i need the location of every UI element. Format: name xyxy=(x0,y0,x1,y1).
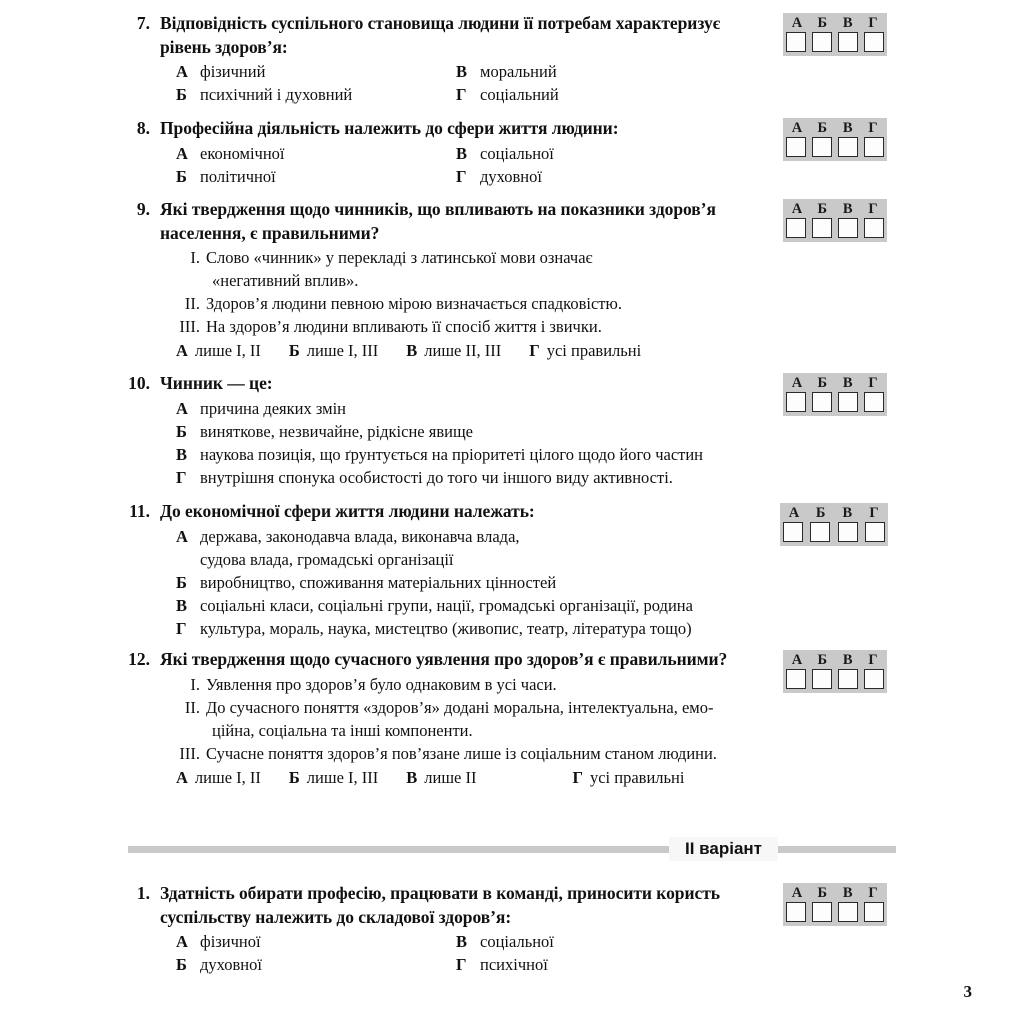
answer-letter-v: В xyxy=(842,15,853,31)
question-stem: До економічної сфери життя людини належать: xyxy=(160,501,535,521)
option-text: виробництво, споживання матеріальних цінностей xyxy=(200,572,557,592)
option-text: усі правильні xyxy=(589,767,685,787)
options-list xyxy=(160,930,902,976)
answer-checkbox-g[interactable] xyxy=(864,32,884,52)
question-number: 9. xyxy=(136,199,150,219)
answer-checkbox-b[interactable] xyxy=(812,669,832,689)
answer-grid-12[interactable] xyxy=(783,650,887,693)
option-v[interactable] xyxy=(440,930,902,953)
option-text: причина деяких змін xyxy=(200,398,346,418)
options-list xyxy=(160,60,902,106)
option-letter: В xyxy=(406,341,418,360)
answer-grid-8[interactable] xyxy=(783,118,887,161)
option-letter: А xyxy=(176,398,188,418)
option-text: соціальної xyxy=(480,143,554,163)
statement-text: На здоров’я людини впливають її спосіб життя і звички. xyxy=(206,317,602,336)
answer-grid-cells xyxy=(786,669,884,689)
option-b[interactable] xyxy=(289,766,378,789)
option-text: духовної xyxy=(480,166,542,186)
answer-grid-header xyxy=(786,375,884,391)
statement-i xyxy=(160,246,902,269)
divider-bar-left xyxy=(128,846,669,853)
question-stem: Відповідність суспільного становища людини її потребам характеризує рівень здоров’я: xyxy=(160,13,721,57)
question-stem: Чинник — це: xyxy=(160,373,273,393)
option-v[interactable] xyxy=(440,60,902,83)
statement-iii xyxy=(160,315,902,338)
answer-letter-a: А xyxy=(791,375,803,391)
option-b[interactable] xyxy=(160,571,902,594)
answer-checkbox-v[interactable] xyxy=(838,32,858,52)
answer-checkbox-a[interactable] xyxy=(786,218,806,238)
answer-letter-b: Б xyxy=(817,201,828,217)
answer-letter-b: Б xyxy=(817,120,828,136)
option-text: духовної xyxy=(200,955,262,974)
answer-grid-header xyxy=(786,201,884,217)
option-b[interactable] xyxy=(160,83,440,106)
answer-letter-g: Г xyxy=(868,652,878,668)
page-number: 3 xyxy=(963,982,972,1001)
answer-checkbox-b[interactable] xyxy=(812,218,832,238)
answer-grid-cells xyxy=(783,522,885,542)
option-a[interactable] xyxy=(160,60,440,83)
option-b[interactable] xyxy=(160,165,440,188)
variant-label: II варіант xyxy=(669,837,778,861)
option-text: лише I, III xyxy=(306,341,379,360)
answer-letter-v: В xyxy=(842,652,853,668)
option-letter: А xyxy=(176,341,188,360)
option-letter: А xyxy=(176,932,188,951)
answer-letter-b: Б xyxy=(815,505,826,521)
option-text: політичної xyxy=(200,166,276,186)
option-g[interactable] xyxy=(160,617,902,640)
option-letter: Б xyxy=(176,166,187,186)
answer-letter-g: Г xyxy=(868,201,878,217)
option-b[interactable] xyxy=(160,420,902,443)
answer-letter-v: В xyxy=(842,885,853,901)
answer-checkbox-v[interactable] xyxy=(838,137,858,157)
option-letter: А xyxy=(176,767,188,787)
answer-letter-v: В xyxy=(842,120,853,136)
statement-ii xyxy=(160,292,902,315)
answer-grid-header xyxy=(786,15,884,31)
option-g[interactable] xyxy=(440,165,902,188)
option-g[interactable] xyxy=(440,953,902,976)
answer-letter-v: В xyxy=(842,375,853,391)
statement-number: II. xyxy=(184,697,200,717)
option-letter: В xyxy=(176,595,188,615)
question-number: 11. xyxy=(129,501,150,521)
answer-grid-1[interactable] xyxy=(783,883,887,926)
option-text: лише II, III xyxy=(424,341,502,360)
answer-checkbox-a[interactable] xyxy=(786,32,806,52)
answer-letter-g: Г xyxy=(868,375,878,391)
statement-text: Слово «чинник» у перекладі з латинської мови означає xyxy=(206,248,593,267)
answer-checkbox-b[interactable] xyxy=(812,392,832,412)
variant-divider xyxy=(128,836,896,862)
answer-letter-a: А xyxy=(791,15,803,31)
option-letter: Б xyxy=(176,955,187,974)
option-a[interactable] xyxy=(160,930,440,953)
option-text: лише I, II xyxy=(194,341,261,360)
statement-iii xyxy=(160,742,902,765)
answer-grid-cells xyxy=(786,902,884,922)
answer-grid-10[interactable] xyxy=(783,373,887,416)
option-text: психічної xyxy=(480,955,548,974)
question-stem: Професійна діяльність належить до сфери життя людини: xyxy=(160,118,619,138)
answer-checkbox-b[interactable] xyxy=(810,522,830,542)
option-g[interactable] xyxy=(440,83,902,106)
answer-checkbox-a[interactable] xyxy=(786,669,806,689)
answer-grid-cells xyxy=(786,137,884,157)
option-a[interactable] xyxy=(176,766,261,789)
option-letter: А xyxy=(176,143,188,163)
statement-i-continuation: «негативний вплив». xyxy=(212,271,359,290)
answer-letter-g: Г xyxy=(868,15,878,31)
option-a[interactable] xyxy=(160,142,440,165)
answer-checkbox-a[interactable] xyxy=(786,137,806,157)
option-letter: Г xyxy=(176,618,187,638)
question-number: 8. xyxy=(136,118,150,138)
answer-letter-b: Б xyxy=(817,885,828,901)
answer-checkbox-v[interactable] xyxy=(838,669,858,689)
answer-checkbox-g[interactable] xyxy=(864,218,884,238)
answer-checkbox-a[interactable] xyxy=(786,902,806,922)
question-stem: Здатність обирати професію, працювати в команді, приносити користь суспільству належить до складової здоров’я: xyxy=(160,883,720,927)
answer-checkbox-g[interactable] xyxy=(864,392,884,412)
answer-letter-b: Б xyxy=(817,652,828,668)
answer-letter-a: А xyxy=(791,652,803,668)
answer-grid-header xyxy=(786,885,884,901)
question-stem: Які твердження щодо чинників, що впливають на показники здоров’я населення, є правильними? xyxy=(160,199,716,243)
option-text: виняткове, незвичайне, рідкісне явище xyxy=(200,421,473,441)
answer-letter-g: Г xyxy=(868,885,878,901)
option-letter: Г xyxy=(572,767,583,787)
option-v[interactable] xyxy=(406,339,501,362)
answer-letter-a: А xyxy=(791,885,803,901)
options-list xyxy=(160,766,902,789)
statement-number: III. xyxy=(179,317,200,336)
option-letter: Б xyxy=(176,421,187,441)
answer-grid-9[interactable] xyxy=(783,199,887,242)
option-letter: В xyxy=(456,62,468,81)
answer-grid-cells xyxy=(786,218,884,238)
statement-text: Здоров’я людини певною мірою визначається спадковістю. xyxy=(206,294,622,313)
answer-grid-header xyxy=(786,652,884,668)
statement-number: II. xyxy=(184,294,200,313)
statement-number: I. xyxy=(190,674,200,694)
answer-letter-b: Б xyxy=(817,15,828,31)
answer-checkbox-v[interactable] xyxy=(838,902,858,922)
option-text: держава, законодавча влада, виконавча влада, xyxy=(200,526,520,546)
option-a-continuation: судова влада, громадські організації xyxy=(200,549,454,569)
option-a[interactable] xyxy=(176,339,261,362)
option-letter: Г xyxy=(456,955,467,974)
option-b[interactable] xyxy=(160,953,440,976)
answer-checkbox-g[interactable] xyxy=(864,669,884,689)
answer-grid-header xyxy=(786,120,884,136)
option-b[interactable] xyxy=(289,339,378,362)
option-text: усі правильні xyxy=(546,341,642,360)
answer-checkbox-a[interactable] xyxy=(783,522,803,542)
statement-ii xyxy=(160,696,902,719)
answer-letter-a: А xyxy=(791,120,803,136)
answer-checkbox-g[interactable] xyxy=(864,137,884,157)
statements-list xyxy=(160,246,902,338)
answer-grid-header xyxy=(783,505,885,521)
answer-checkbox-b[interactable] xyxy=(812,137,832,157)
answer-grid-cells xyxy=(786,32,884,52)
question-number: 12. xyxy=(128,649,150,669)
option-text: лише I, III xyxy=(306,767,379,787)
option-text: соціальні класи, соціальні групи, нації, громадські організації, родина xyxy=(200,595,693,615)
statement-number: III. xyxy=(179,743,200,763)
option-text: фізичний xyxy=(200,62,266,81)
option-text: внутрішня спонука особистості до того чи іншого виду активності. xyxy=(200,467,673,487)
answer-letter-g: Г xyxy=(869,505,879,521)
question-stem: Які твердження щодо сучасного уявлення про здоров’я є правильними? xyxy=(160,649,728,669)
answer-checkbox-g[interactable] xyxy=(865,522,885,542)
option-letter: Г xyxy=(456,85,467,104)
answer-checkbox-v[interactable] xyxy=(838,392,858,412)
divider-bar-right xyxy=(778,846,896,853)
option-text: психічний і духовний xyxy=(200,85,353,104)
statement-text: Сучасне поняття здоров’я пов’язане лише із соціальним станом людини. xyxy=(206,743,717,763)
option-letter: Б xyxy=(176,85,187,104)
option-letter: А xyxy=(176,526,188,546)
question-number: 7. xyxy=(136,13,150,33)
option-letter: Г xyxy=(176,467,187,487)
option-text: економічної xyxy=(200,143,285,163)
option-letter: А xyxy=(176,62,188,81)
options-list xyxy=(160,339,902,362)
option-text: наукова позиція, що ґрунтується на пріоритеті цілого щодо його частин xyxy=(200,444,704,464)
option-text: соціальної xyxy=(480,932,554,951)
statement-text: До сучасного поняття «здоров’я» додані моральна, інтелектуальна, емо- xyxy=(206,697,714,717)
option-v[interactable] xyxy=(160,594,902,617)
option-letter: Б xyxy=(288,341,300,360)
answer-letter-v: В xyxy=(842,201,853,217)
answer-checkbox-a[interactable] xyxy=(786,392,806,412)
answer-checkbox-g[interactable] xyxy=(864,902,884,922)
answer-checkbox-v[interactable] xyxy=(838,522,858,542)
answer-letter-v: В xyxy=(842,505,853,521)
option-letter: В xyxy=(456,143,468,163)
answer-checkbox-b[interactable] xyxy=(812,32,832,52)
statement-ii-continuation: ційна, соціальна та інші компоненти. xyxy=(212,720,473,740)
statement-number: I. xyxy=(190,248,200,267)
option-text: культура, мораль, наука, мистецтво (живопис, театр, література тощо) xyxy=(200,618,692,638)
question-number: 1. xyxy=(136,883,150,903)
option-g[interactable] xyxy=(572,766,684,789)
answer-letter-a: А xyxy=(791,201,803,217)
answer-grid-cells xyxy=(786,392,884,412)
answer-letter-a: А xyxy=(788,505,800,521)
option-letter: Г xyxy=(529,341,540,360)
answer-letter-g: Г xyxy=(868,120,878,136)
option-letter: Б xyxy=(288,767,300,787)
answer-checkbox-b[interactable] xyxy=(812,902,832,922)
option-letter: Б xyxy=(176,572,187,592)
option-letter: В xyxy=(456,932,468,951)
statement-text: Уявлення про здоров’я було однаковим в усі часи. xyxy=(206,674,557,694)
option-letter: Г xyxy=(456,166,467,186)
option-text: лише II xyxy=(424,767,477,787)
answer-grid-11[interactable] xyxy=(780,503,888,546)
option-text: лише I, II xyxy=(194,767,261,787)
option-text: моральний xyxy=(480,62,557,81)
answer-grid-7[interactable] xyxy=(783,13,887,56)
answer-checkbox-v[interactable] xyxy=(838,218,858,238)
option-text: соціальний xyxy=(480,85,559,104)
option-text: фізичної xyxy=(200,932,261,951)
option-g[interactable] xyxy=(529,339,641,362)
answer-letter-b: Б xyxy=(817,375,828,391)
option-v[interactable] xyxy=(406,766,476,789)
question-number: 10. xyxy=(128,373,150,393)
option-g[interactable] xyxy=(160,466,902,489)
option-letter: В xyxy=(176,444,188,464)
option-letter: В xyxy=(406,767,418,787)
option-v[interactable] xyxy=(160,443,902,466)
